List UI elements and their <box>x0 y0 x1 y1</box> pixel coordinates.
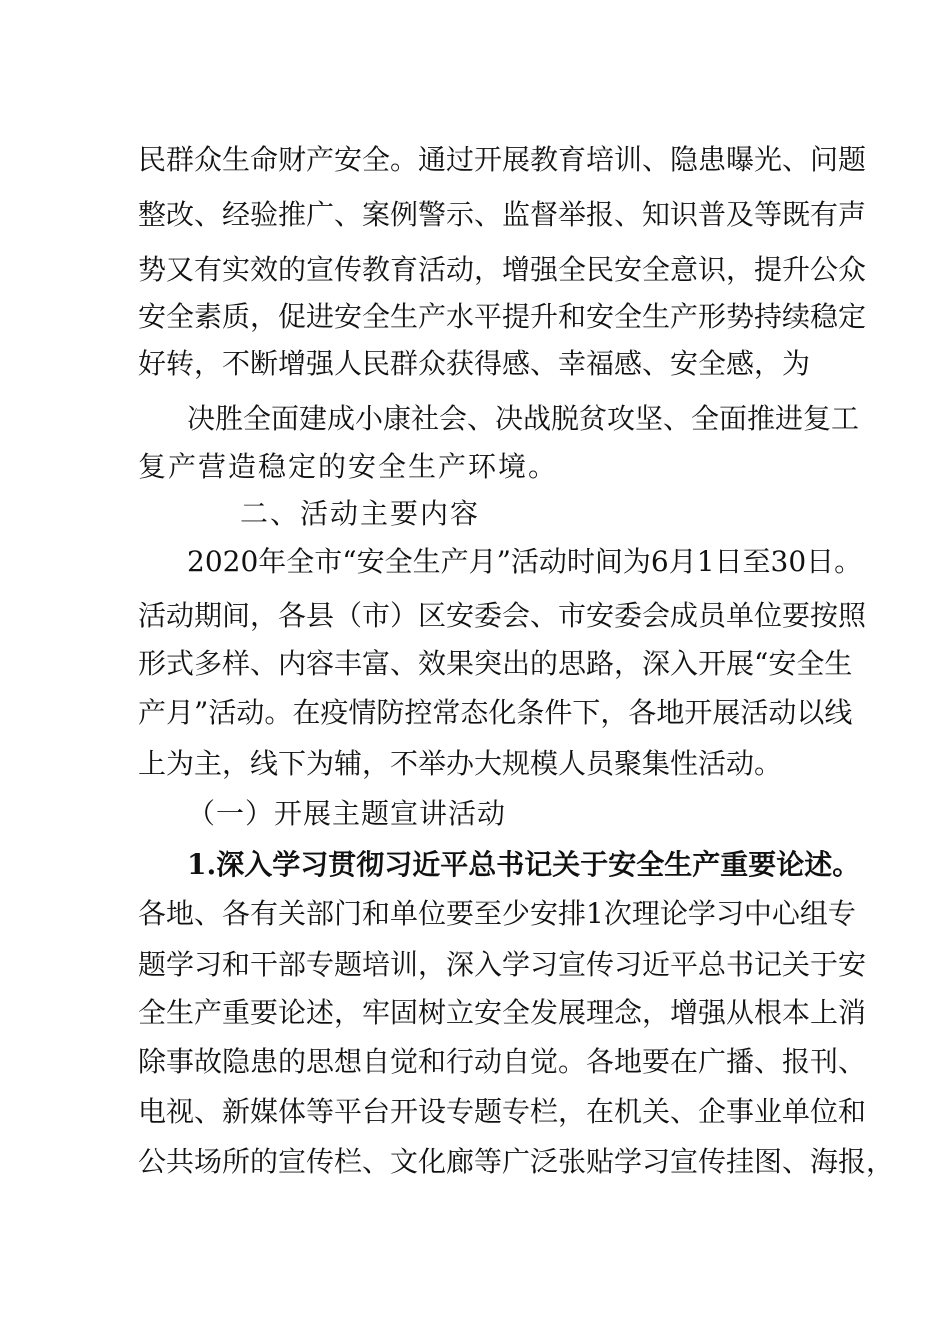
body-text-line: 上为主，线下为辅，不举办大规模人员聚集性活动。 <box>138 747 783 780</box>
body-text-line: 势又有实效的宣传教育活动，增强全民安全意识，提升公众 <box>138 253 867 286</box>
body-text-line: 安全素质，促进安全生产水平提升和安全生产形势持续稳定 <box>138 300 867 333</box>
body-text-line: 题学习和干部专题培训，深入学习宣传习近平总书记关于安 <box>138 948 867 981</box>
body-text-line: 形式多样、内容丰富、效果突出的思路，深入开展“安全生 <box>138 647 853 680</box>
body-text-line: 电视、新媒体等平台开设专题专栏，在机关、企事业单位和 <box>138 1095 867 1128</box>
body-text-line: 复产营造稳定的安全生产环境。 <box>138 450 559 483</box>
body-text-line: 除事故隐患的思想自觉和行动自觉。各地要在广播、报刊、 <box>138 1045 867 1078</box>
body-text-line: 产月”活动。在疫情防控常态化条件下，各地开展活动以线 <box>138 696 853 729</box>
subsection-heading: （一）开展主题宣讲活动 <box>187 797 507 830</box>
body-text-line: 决胜全面建成小康社会、决战脱贫攻坚、全面推进复工 <box>187 402 860 435</box>
body-text-line: 2020年全市“安全生产月”活动时间为6月1日至30日。 <box>187 545 863 578</box>
body-text-line: 各地、各有关部门和单位要至少安排1次理论学习中心组专 <box>138 897 856 930</box>
body-text-line: 民群众生命财产安全。通过开展教育培训、隐患曝光、问题 <box>138 143 867 176</box>
section-heading: 二、活动主要内容 <box>240 497 481 530</box>
body-text-line: 好转，不断增强人民群众获得感、幸福感、安全感，为 <box>138 347 811 380</box>
body-text-line: 公共场所的宣传栏、文化廊等广泛张贴学习宣传挂图、海报， <box>138 1145 895 1178</box>
body-text-line: 全生产重要论述，牢固树立安全发展理念，增强从根本上消 <box>138 996 867 1029</box>
body-text-line: 整改、经验推广、案例警示、监督举报、知识普及等既有声 <box>138 198 867 231</box>
bold-item-heading: 1.深入学习贯彻习近平总书记关于安全生产重要论述。 <box>187 848 861 881</box>
body-text-line: 活动期间，各县（市）区安委会、市安委会成员单位要按照 <box>138 599 867 632</box>
